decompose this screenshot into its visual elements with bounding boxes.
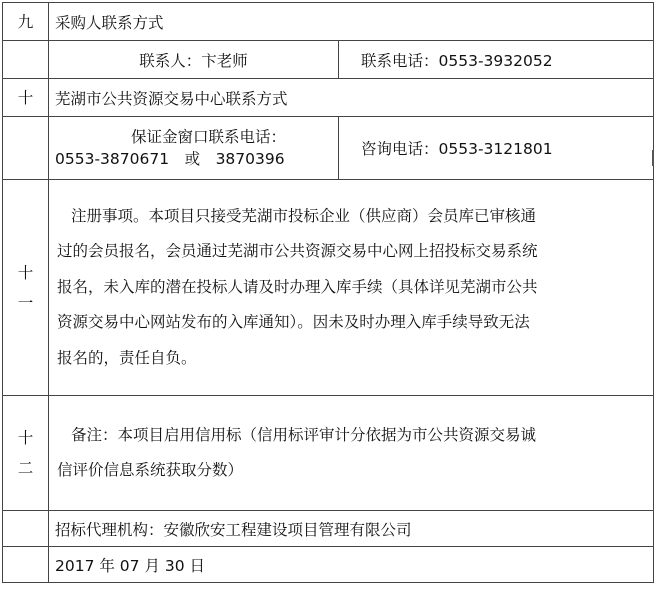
edge-mark bbox=[652, 150, 654, 166]
blank-cell bbox=[3, 547, 49, 583]
announcement-table bbox=[2, 2, 654, 583]
agency-row bbox=[3, 511, 654, 547]
section-number-bottom: 一 bbox=[17, 293, 34, 312]
section-number: 十 bbox=[3, 79, 49, 117]
section-number-top: 十 bbox=[17, 429, 34, 447]
notice-line: 报名，未入库的潜在投标人请及时办理入库手续（具体详见芜湖市公共 bbox=[57, 277, 538, 296]
registration-notice bbox=[49, 180, 654, 396]
remarks-line: 备注：本项目启用信用标（信用标评审计分依据为市公共资源交易诚 bbox=[71, 425, 537, 444]
agency-name: 招标代理机构：安徽欣安工程建设项目管理有限公司 bbox=[49, 511, 654, 547]
deposit-contact-cell bbox=[49, 117, 339, 180]
section-12-row bbox=[3, 396, 654, 511]
notice-line: 资源交易中心网站发布的入库通知）。因未及时办理入库手续导致无法 bbox=[57, 313, 530, 332]
section-title: 采购人联系方式 bbox=[49, 3, 654, 41]
section-10-row bbox=[3, 79, 654, 117]
section-number-bottom: 二 bbox=[17, 459, 34, 477]
blank-cell bbox=[3, 511, 49, 547]
notice-line: 注册事项。本项目只接受芜湖市投标企业（供应商）会员库已审核通 bbox=[71, 206, 537, 225]
section-number-top: 十 bbox=[17, 263, 34, 282]
section-11-row bbox=[3, 180, 654, 396]
purchaser-contact-row bbox=[3, 41, 654, 79]
date-row bbox=[3, 547, 654, 583]
section-number: 九 bbox=[3, 3, 49, 41]
center-contact-row bbox=[3, 117, 654, 180]
contact-person: 联系人：卞老师 bbox=[49, 41, 339, 79]
blank-cell bbox=[3, 41, 49, 79]
consult-phone: 咨询电话：0553-3121801 bbox=[339, 117, 654, 180]
section-number-cell bbox=[3, 396, 49, 511]
issue-date: 2017 年 07 月 30 日 bbox=[49, 547, 654, 583]
contact-phone: 联系电话：0553-3932052 bbox=[339, 41, 654, 79]
notice-line: 过的会员报名，会员通过芜湖市公共资源交易中心网上招投标交易系统 bbox=[57, 242, 538, 261]
remarks-cell bbox=[49, 396, 654, 511]
blank-cell bbox=[3, 117, 49, 180]
section-title: 芜湖市公共资源交易中心联系方式 bbox=[49, 79, 654, 117]
deposit-phones: 0553-3870671 或 3870396 bbox=[55, 150, 285, 168]
notice-line: 报名的，责任自负。 bbox=[57, 348, 197, 367]
section-9-row bbox=[3, 3, 654, 41]
remarks-line: 信评价信息系统获取分数） bbox=[57, 461, 244, 479]
deposit-label: 保证金窗口联系电话： bbox=[131, 128, 287, 146]
section-number-cell bbox=[3, 180, 49, 396]
